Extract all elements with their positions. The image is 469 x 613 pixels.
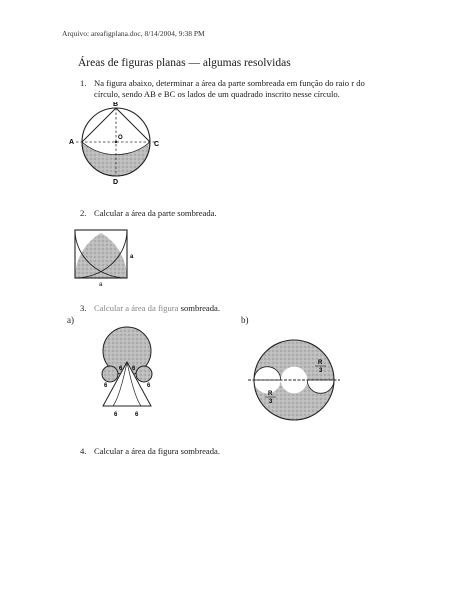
page-title: Áreas de figuras planas — algumas resolvidas — [78, 57, 291, 69]
label-6-6: 6 — [135, 412, 139, 418]
label-c: C — [154, 141, 160, 148]
question-4-text: Calcular a área da figura sombreada. — [94, 446, 220, 456]
label-bottom-a: a — [99, 282, 103, 288]
figure-3b-circle-semicircles — [244, 330, 344, 430]
question-number: 4. — [80, 446, 87, 456]
label-d: D — [113, 179, 119, 186]
question-1-line-1: Na figura abaixo, determinar a área da parte sombreada em função do raio r do — [94, 78, 365, 88]
label-6-2: 6 — [132, 366, 136, 372]
question-1-line-2: círculo, sendo AB e BC os lados de um quadrado inscrito nesse círculo. — [94, 89, 340, 99]
file-header: Arquivo: areafigplana.doc, 8/14/2004, 9:38 PM — [62, 29, 205, 38]
label-6-3: 6 — [104, 383, 108, 389]
label-a: A — [69, 139, 75, 146]
question-number: 3. — [80, 303, 87, 313]
question-number: 2. — [80, 208, 87, 218]
svg-text:3: 3 — [319, 368, 323, 374]
question-2-text: Calcular a área da parte sombreada. — [94, 208, 217, 218]
question-3-text: Calcular a área da figura sombreada. — [94, 303, 220, 313]
label-6-4: 6 — [147, 383, 151, 389]
question-number: 1. — [80, 78, 87, 88]
figure-3a-circles-triangle — [96, 326, 162, 418]
label-6-5: 6 — [114, 412, 118, 418]
question-2 — [80, 208, 217, 219]
svg-text:3: 3 — [269, 399, 273, 405]
svg-text:R: R — [318, 360, 323, 366]
figure-2-square-arcs — [70, 224, 136, 288]
svg-text:R: R — [268, 391, 273, 397]
small-circle-right — [136, 366, 152, 382]
label-6-1: 6 — [119, 366, 123, 372]
label-b: B — [113, 102, 119, 108]
question-1 — [80, 78, 410, 100]
question-4 — [80, 446, 220, 457]
question-3 — [80, 303, 220, 314]
small-circle-left — [102, 366, 118, 382]
item-b-label: b) — [241, 315, 249, 325]
label-side-a: a — [130, 254, 134, 260]
figure-1-circle-square — [66, 102, 166, 186]
label-o: O — [118, 135, 123, 141]
item-a-label: a) — [67, 315, 74, 325]
